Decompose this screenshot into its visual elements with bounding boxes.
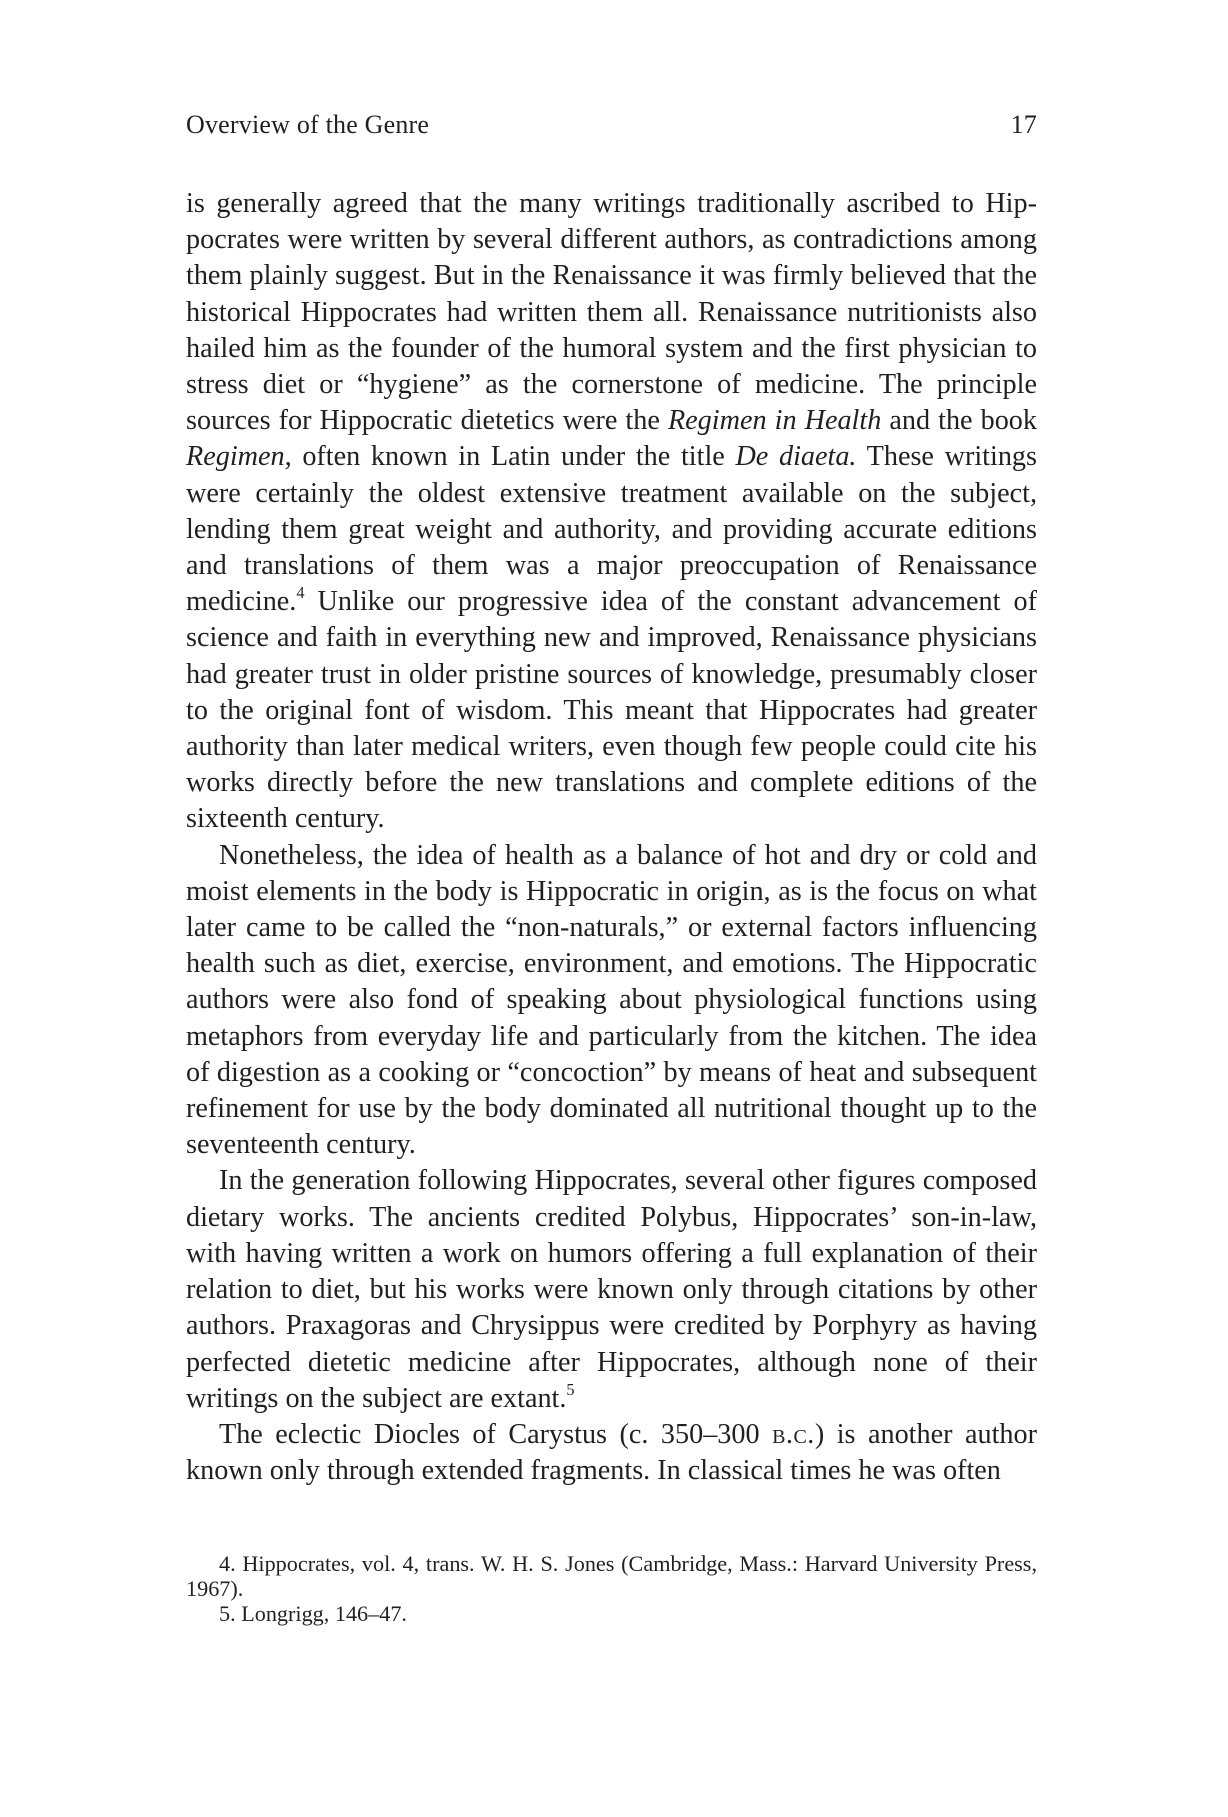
footnotes bbox=[186, 1551, 1037, 1626]
running-head bbox=[186, 108, 1037, 142]
text-run: ) is another author known only through extended fragments. In classical times he was often bbox=[186, 1418, 1037, 1487]
text-run: The eclectic Diocles of Carystus (c. 350–300 bbox=[219, 1418, 773, 1450]
italic-title: Regimen in Health bbox=[667, 405, 882, 437]
body-text bbox=[186, 186, 1037, 1489]
text-run: In the generation following Hippocrates, several other figures composed dietary works. The ancients credited Polybus, Hippocrates’ son-in-law, with having written a work on humors offering a full explanation of their relation to diet, but his works were known only through citations by other authors. Praxagoras and Chrysippus were credited by Porphyry as having perfected dietetic medicine after Hippocrates, although none of their writings on the subject are extant. bbox=[186, 1165, 1037, 1414]
page-number: 17 bbox=[1010, 110, 1037, 139]
body-paragraph bbox=[186, 186, 1037, 838]
body-paragraph bbox=[186, 838, 1037, 1164]
body-paragraph bbox=[186, 1417, 1037, 1489]
text-run: Unlike our progressive idea of the constant advancement of science and faith in everything new and improved, Renaissance physicians had greater trust in older pristine sources of knowledge, presumably closer to the original font of wisdom. This meant that Hippocrates had greater authority than later medical writers, even though few people could cite his works directly before the new translations and complete editions of the sixteenth century. bbox=[186, 586, 1037, 835]
footnote: 4. Hippocrates, vol. 4, trans. W. H. S. Jones (Cambridge, Mass.: Harvard University Press, 1967). bbox=[186, 1551, 1037, 1601]
italic-title: De diaeta. bbox=[735, 441, 857, 473]
running-head-title: Overview of the Genre bbox=[186, 110, 430, 139]
text-run: These writings were certainly the oldest extensive treatment available on the subject, lending them great weight and authority, and providing accurate editions and translations of them was a major preoccupation of Renaissance medicine. bbox=[186, 441, 1037, 618]
italic-title: Regimen, bbox=[186, 441, 292, 473]
footnote-reference: 5 bbox=[566, 1379, 575, 1399]
text-run: and the book bbox=[881, 405, 1037, 437]
footnote: 5. Longrigg, 146–47. bbox=[219, 1601, 407, 1626]
era-abbreviation: b.c. bbox=[772, 1418, 815, 1450]
text-run: is generally agreed that the many writings traditionally ascribed to Hippocrates were written by several different authors, as contradictions among them plainly suggest. But in the Renaissance it was firmly believed that the historical Hippocrates had written them all. Renaissance nutritionists also hailed him as the founder of the humoral system and the first physician to stress diet or “hygiene” as the cornerstone of medicine. The principle sources for Hippocratic dietetics were the bbox=[186, 188, 1037, 437]
text-run: often known in Latin under the title bbox=[291, 441, 736, 473]
text-run: Nonetheless, the idea of health as a balance of hot and dry or cold and moist elements in the body is Hippocratic in origin, as is the focus on what later came to be called the “non-naturals,” or external factors influencing health such as diet, exercise, environment, and emotions. The Hippocratic authors were also fond of speaking about physiological functions using metaphors from everyday life and particularly from the kitchen. The idea of digestion as a cooking or “concoction” by means of heat and subsequent refinement for use by the body dominated all nutritional thought up to the seventeenth century. bbox=[186, 839, 1037, 1161]
body-paragraph bbox=[186, 1163, 1037, 1416]
footnote-reference: 4 bbox=[296, 583, 305, 603]
